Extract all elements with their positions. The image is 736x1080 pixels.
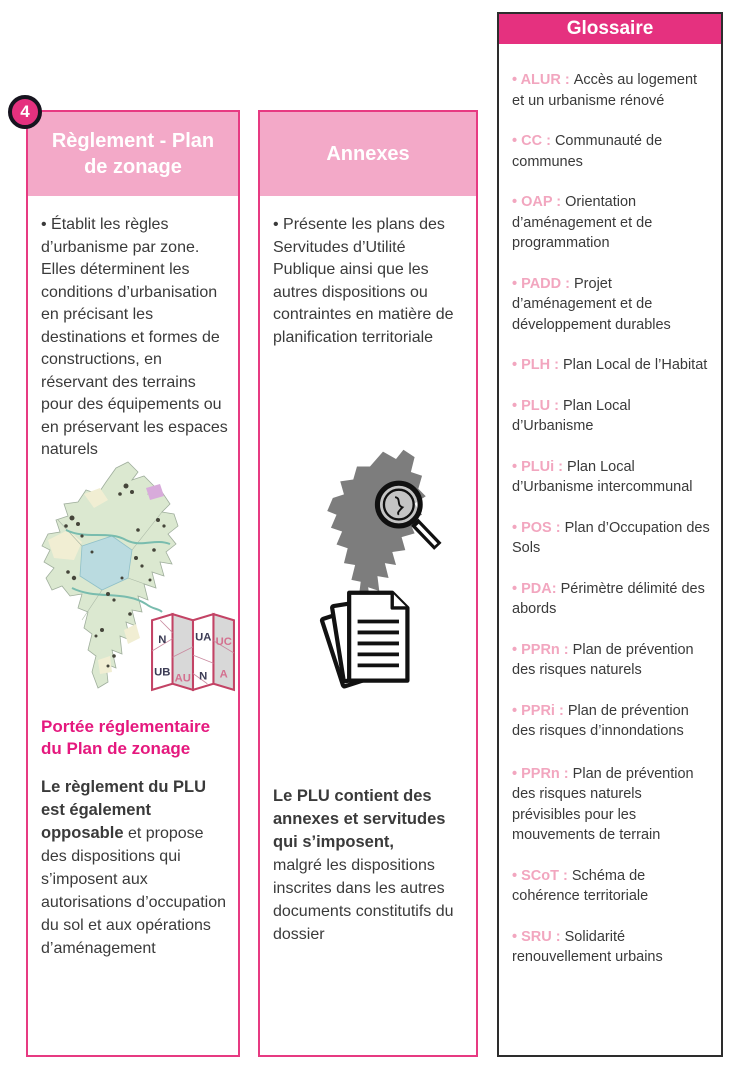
reglement-description: • Établit les règles d’urbanisme par zone. Elles déterminent les conditions d’urbanisation en précisant les destinations et formes de constructions, en réservant des terrains pour des équipements ou en préservant les espaces naturels xyxy=(41,216,228,458)
glossary-definition: Plan de prévention des risques d’innondations xyxy=(512,702,689,739)
glossary-term: • ALUR : xyxy=(512,72,574,88)
glossary-term: • OAP : xyxy=(512,194,566,210)
glossary-definition: Plan de prévention des risques naturels prévisibles pour les mouvements de terrain xyxy=(512,765,694,843)
card-reglement-header xyxy=(28,112,238,196)
card-reglement-title: Règlement - Plan de zonage xyxy=(51,130,215,178)
glossary-definition: Périmètre délimité des abords xyxy=(512,580,705,617)
glossary-definition: Plan de prévention des risques naturels xyxy=(512,641,694,678)
glossary-term: • PPRn : xyxy=(512,765,573,782)
zone-label-n1: N xyxy=(158,633,167,646)
glossary-definition: Projet d’aménagement et de développement durables xyxy=(512,275,671,333)
glossary-term: • SRU : xyxy=(512,928,565,945)
step-number-badge xyxy=(8,95,42,129)
glossary-entry-plu xyxy=(512,396,711,437)
glossary-entry-padd xyxy=(512,274,711,336)
glossary-definition: Plan Local de l’Habitat xyxy=(563,357,708,373)
glossary-entry-ppri xyxy=(512,701,711,742)
card-annexes-header xyxy=(260,112,476,196)
glossary-entry-plui xyxy=(512,457,711,498)
glossaire-title: Glossaire xyxy=(566,18,654,39)
glossary-entry-sru xyxy=(512,927,711,968)
reglement-subheading: Portée réglementaire du Plan de zonage xyxy=(41,717,211,758)
glossary-entry-plh xyxy=(512,355,711,376)
glossary-list xyxy=(499,44,721,968)
step-number: 4 xyxy=(20,102,30,121)
glossary-definition: Plan d’Occupation des Sols xyxy=(512,519,710,556)
glossary-entry-pprn xyxy=(512,640,711,681)
card-glossaire xyxy=(497,12,723,1057)
zone-label-n2: N xyxy=(199,670,208,683)
zone-label-au: AU xyxy=(174,672,191,685)
reglement-closing-rest: et propose des dispositions qui s’imposent aux autorisations d’occupation du sol et aux opérations d’aménagement xyxy=(41,825,227,957)
card-annexes-title: Annexes xyxy=(326,143,410,165)
annexes-closing-bold: Le PLU contient des annexes et servitudes qui s’imposent, xyxy=(273,787,446,851)
documents-icon xyxy=(312,586,426,700)
glossary-entry-pda xyxy=(512,579,711,620)
glossary-entry-oap xyxy=(512,192,711,254)
zone-label-a: A xyxy=(219,668,228,681)
glossary-term: • PDA: xyxy=(512,580,561,597)
glossary-definition: Communauté de communes xyxy=(512,133,663,170)
glossary-definition: Schéma de cohérence territoriale xyxy=(512,867,649,904)
glossary-term: • PLUi : xyxy=(512,458,568,475)
glossary-term: • PLH : xyxy=(512,357,563,373)
zone-label-uc: UC xyxy=(215,635,232,648)
glossary-term: • PADD : xyxy=(512,275,575,292)
card-reglement-plan-de-zonage xyxy=(26,110,240,1057)
glossary-term: • POS : xyxy=(512,519,565,536)
glossary-definition: Accès au logement et un urbanisme rénové xyxy=(512,72,698,109)
card-annexes xyxy=(258,110,478,1057)
glossary-term: • PPRi : xyxy=(512,702,568,719)
annexes-description: • Présente les plans des Servitudes d’Utilité Publique ainsi que les autres dispositions ou contraintes en matière de planification territoriale xyxy=(273,216,454,346)
glossary-entry-cc xyxy=(512,131,711,172)
glossary-entry-pos xyxy=(512,518,711,559)
glossary-entry-scot xyxy=(512,866,711,907)
glossary-definition: Plan Local d’Urbanisme intercommunal xyxy=(512,458,693,495)
glossary-definition: Plan Local d’Urbanisme xyxy=(512,397,631,434)
zone-label-ua: UA xyxy=(195,631,212,644)
reglement-closing-bold: Le règlement du PLU est également opposable xyxy=(41,778,207,842)
territory-magnifier-icon xyxy=(308,446,458,604)
glossary-entry-alur xyxy=(512,70,711,111)
glossary-definition: Solidarité renouvellement urbains xyxy=(512,928,663,965)
glossary-term: • PLU : xyxy=(512,397,563,414)
annexes-closing-text xyxy=(273,785,468,946)
glossaire-header xyxy=(499,14,721,44)
glossary-term: • PPRn : xyxy=(512,641,573,658)
zoning-map-block xyxy=(30,458,236,700)
annexes-closing-rest: malgré les dispositions inscrites dans les autres documents constitutifs du dossier xyxy=(273,857,454,943)
glossary-definition: Orientation d’aménagement et de programmation xyxy=(512,194,653,251)
folded-map-icon xyxy=(150,610,236,694)
zone-label-ub: UB xyxy=(154,666,171,679)
glossary-term: • SCoT : xyxy=(512,867,572,884)
reglement-closing-text xyxy=(41,776,230,960)
glossary-term: • CC : xyxy=(512,133,555,149)
glossary-entry-pprn-mouvements xyxy=(512,764,711,846)
